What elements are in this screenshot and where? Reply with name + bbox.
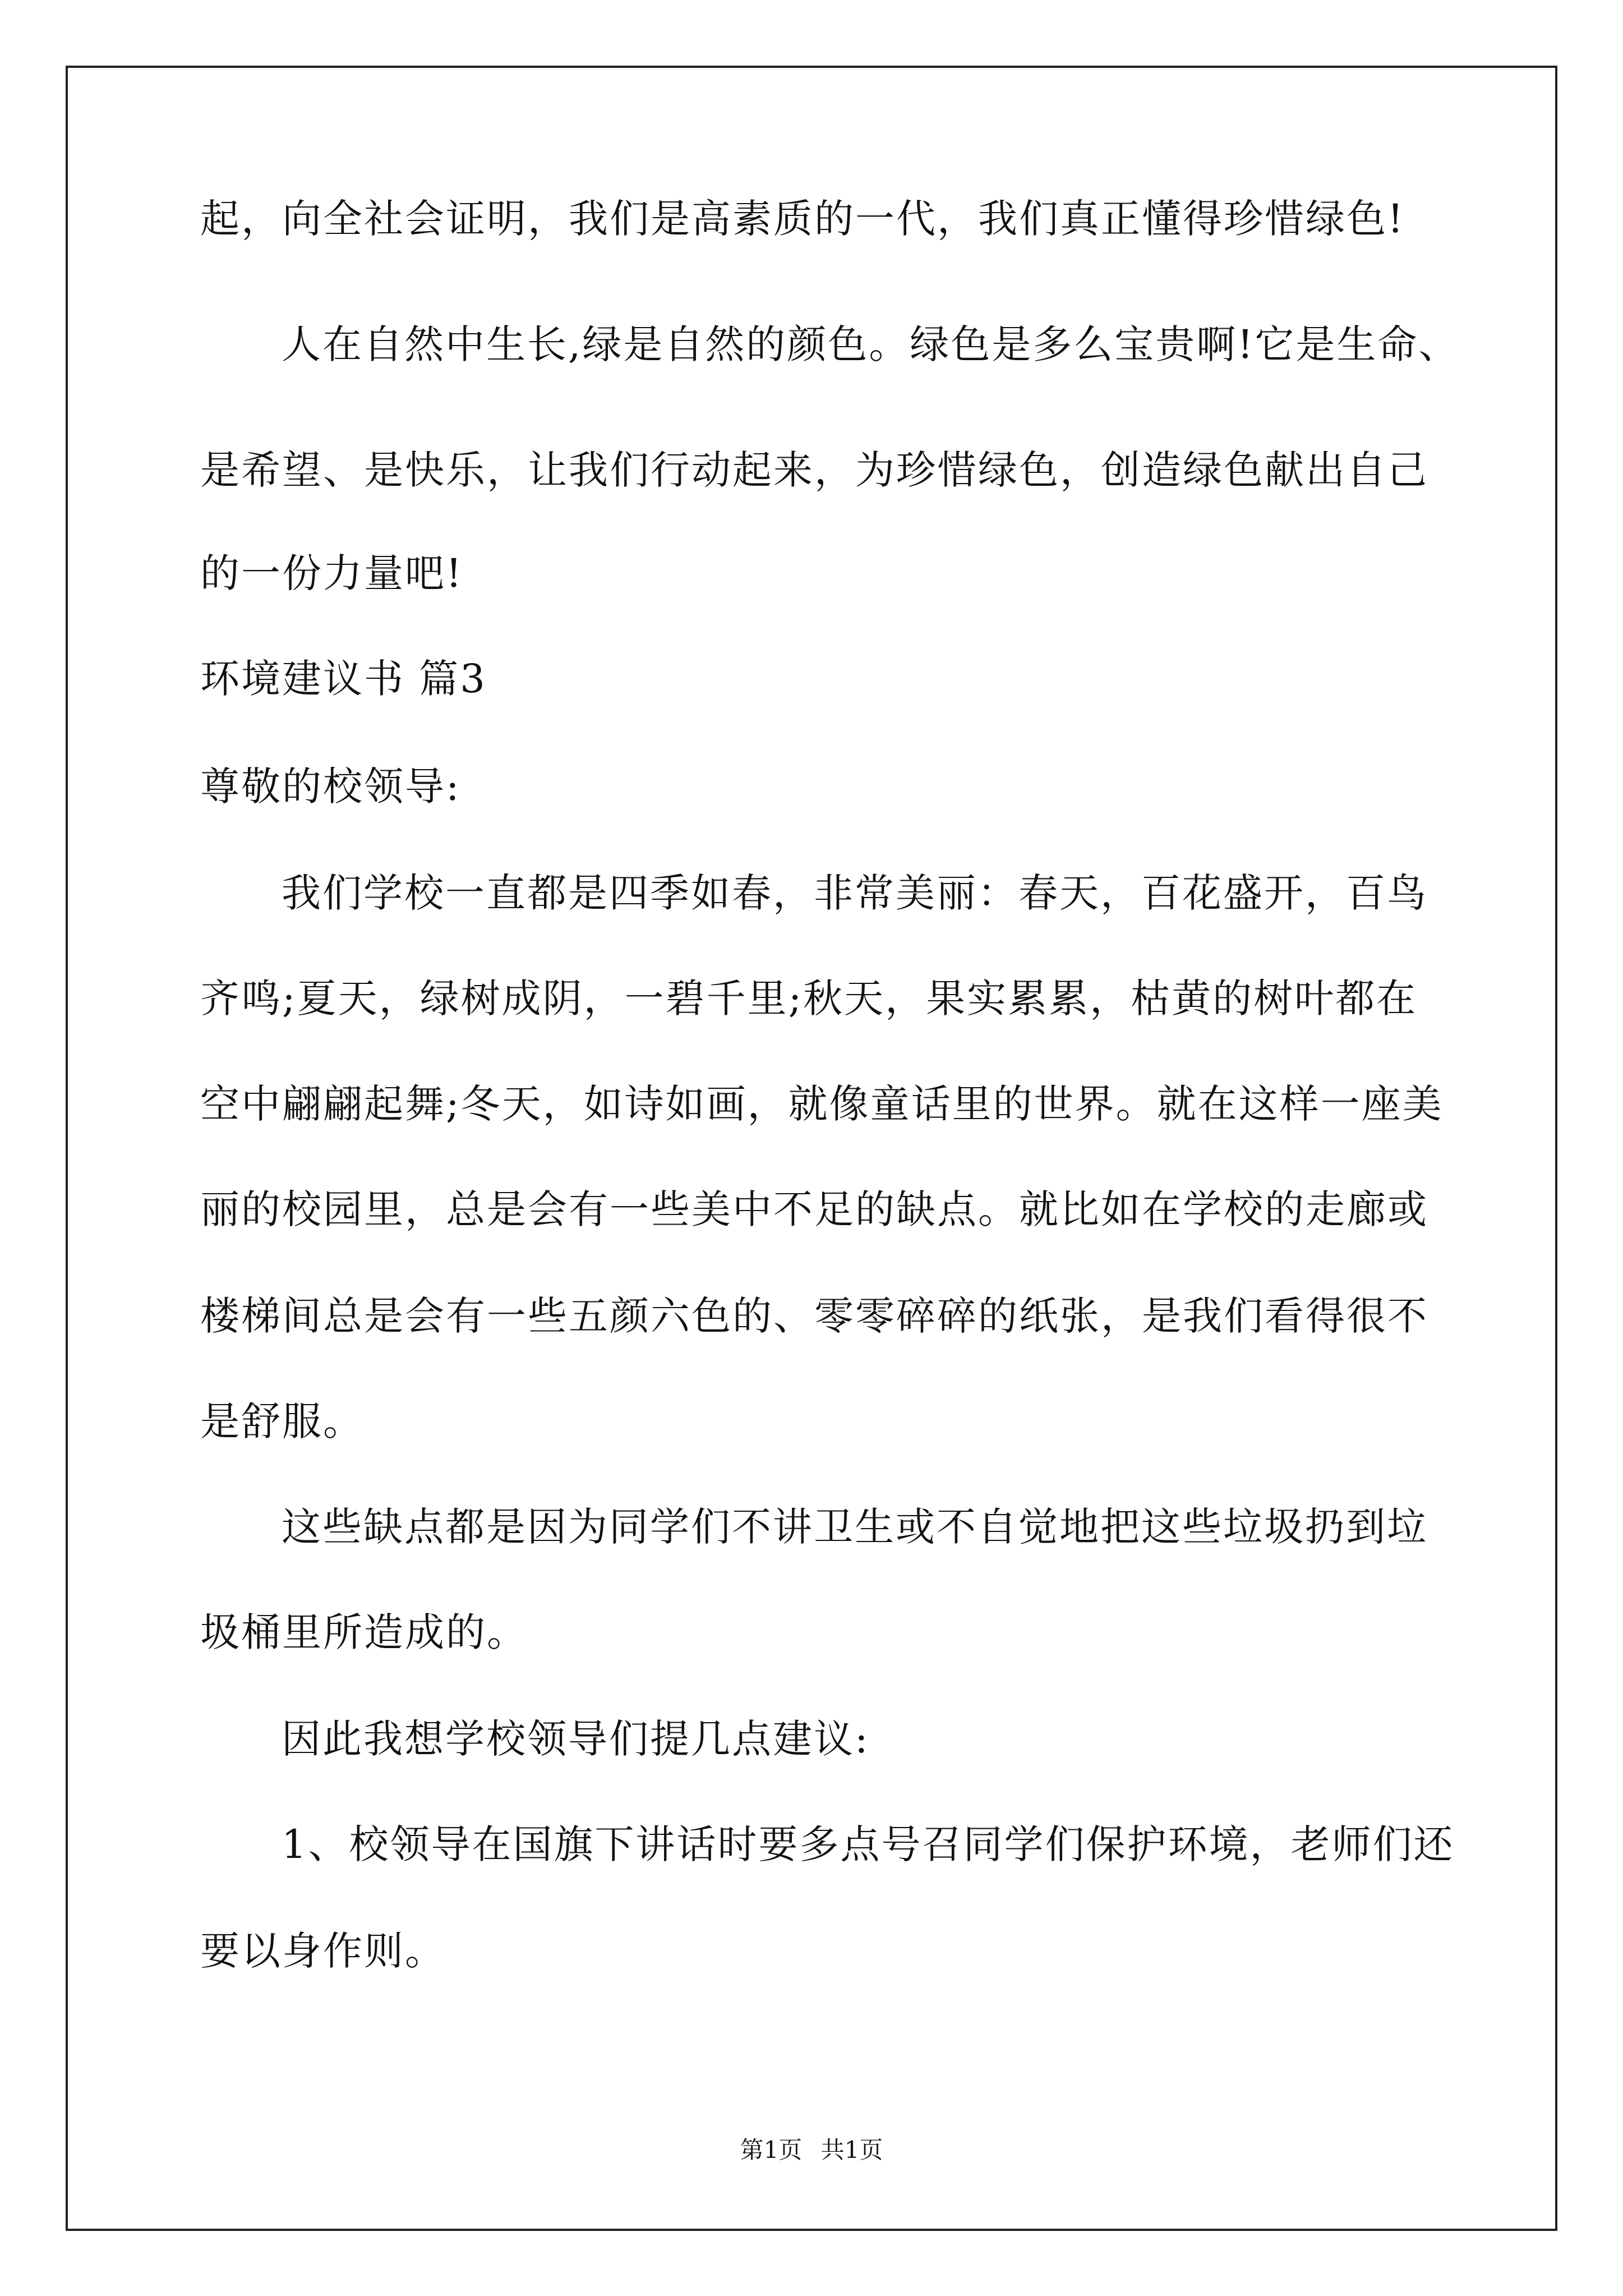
page-total: 共1页: [820, 2136, 883, 2164]
text-line: 人在自然中生长,绿是自然的颜色。绿色是多么宝贵啊!它是生命、: [282, 321, 1460, 367]
section-heading: 环境建议书 篇3: [200, 656, 487, 702]
text-line: 是舒服。: [200, 1398, 364, 1444]
page-footer: [0, 2138, 1623, 2162]
text-line: 起，向全社会证明，我们是高素质的一代，我们真正懂得珍惜绿色!: [200, 196, 1405, 242]
text-line: 1、校领导在国旗下讲话时要多点号召同学们保护环境，老师们还: [282, 1821, 1455, 1867]
text-line: 我们学校一直都是四季如春，非常美丽：春天，百花盛开，百鸟: [282, 870, 1428, 916]
text-line: 丽的校园里，总是会有一些美中不足的缺点。就比如在学校的走廊或: [200, 1186, 1428, 1232]
page-border: [66, 66, 1557, 2231]
text-line: 齐鸣;夏天，绿树成阴，一碧千里;秋天，果实累累，枯黄的树叶都在: [200, 976, 1418, 1022]
text-line: 是希望、是快乐，让我们行动起来，为珍惜绿色，创造绿色献出自己: [200, 447, 1428, 493]
text-line: 楼梯间总是会有一些五颜六色的、零零碎碎的纸张，是我们看得很不: [200, 1293, 1428, 1339]
text-line: 空中翩翩起舞;冬天，如诗如画，就像童话里的世界。就在这样一座美: [200, 1081, 1444, 1127]
text-line: 圾桶里所造成的。: [200, 1609, 528, 1655]
text-line: 因此我想学校领导们提几点建议:: [282, 1716, 870, 1762]
text-line: 的一份力量吧!: [200, 550, 464, 596]
page-number: 第1页: [740, 2136, 803, 2164]
text-line: 这些缺点都是因为同学们不讲卫生或不自觉地把这些垃圾扔到垃: [282, 1504, 1428, 1550]
text-line: 要以身作则。: [200, 1928, 446, 1974]
salutation: 尊敬的校领导:: [200, 763, 461, 809]
